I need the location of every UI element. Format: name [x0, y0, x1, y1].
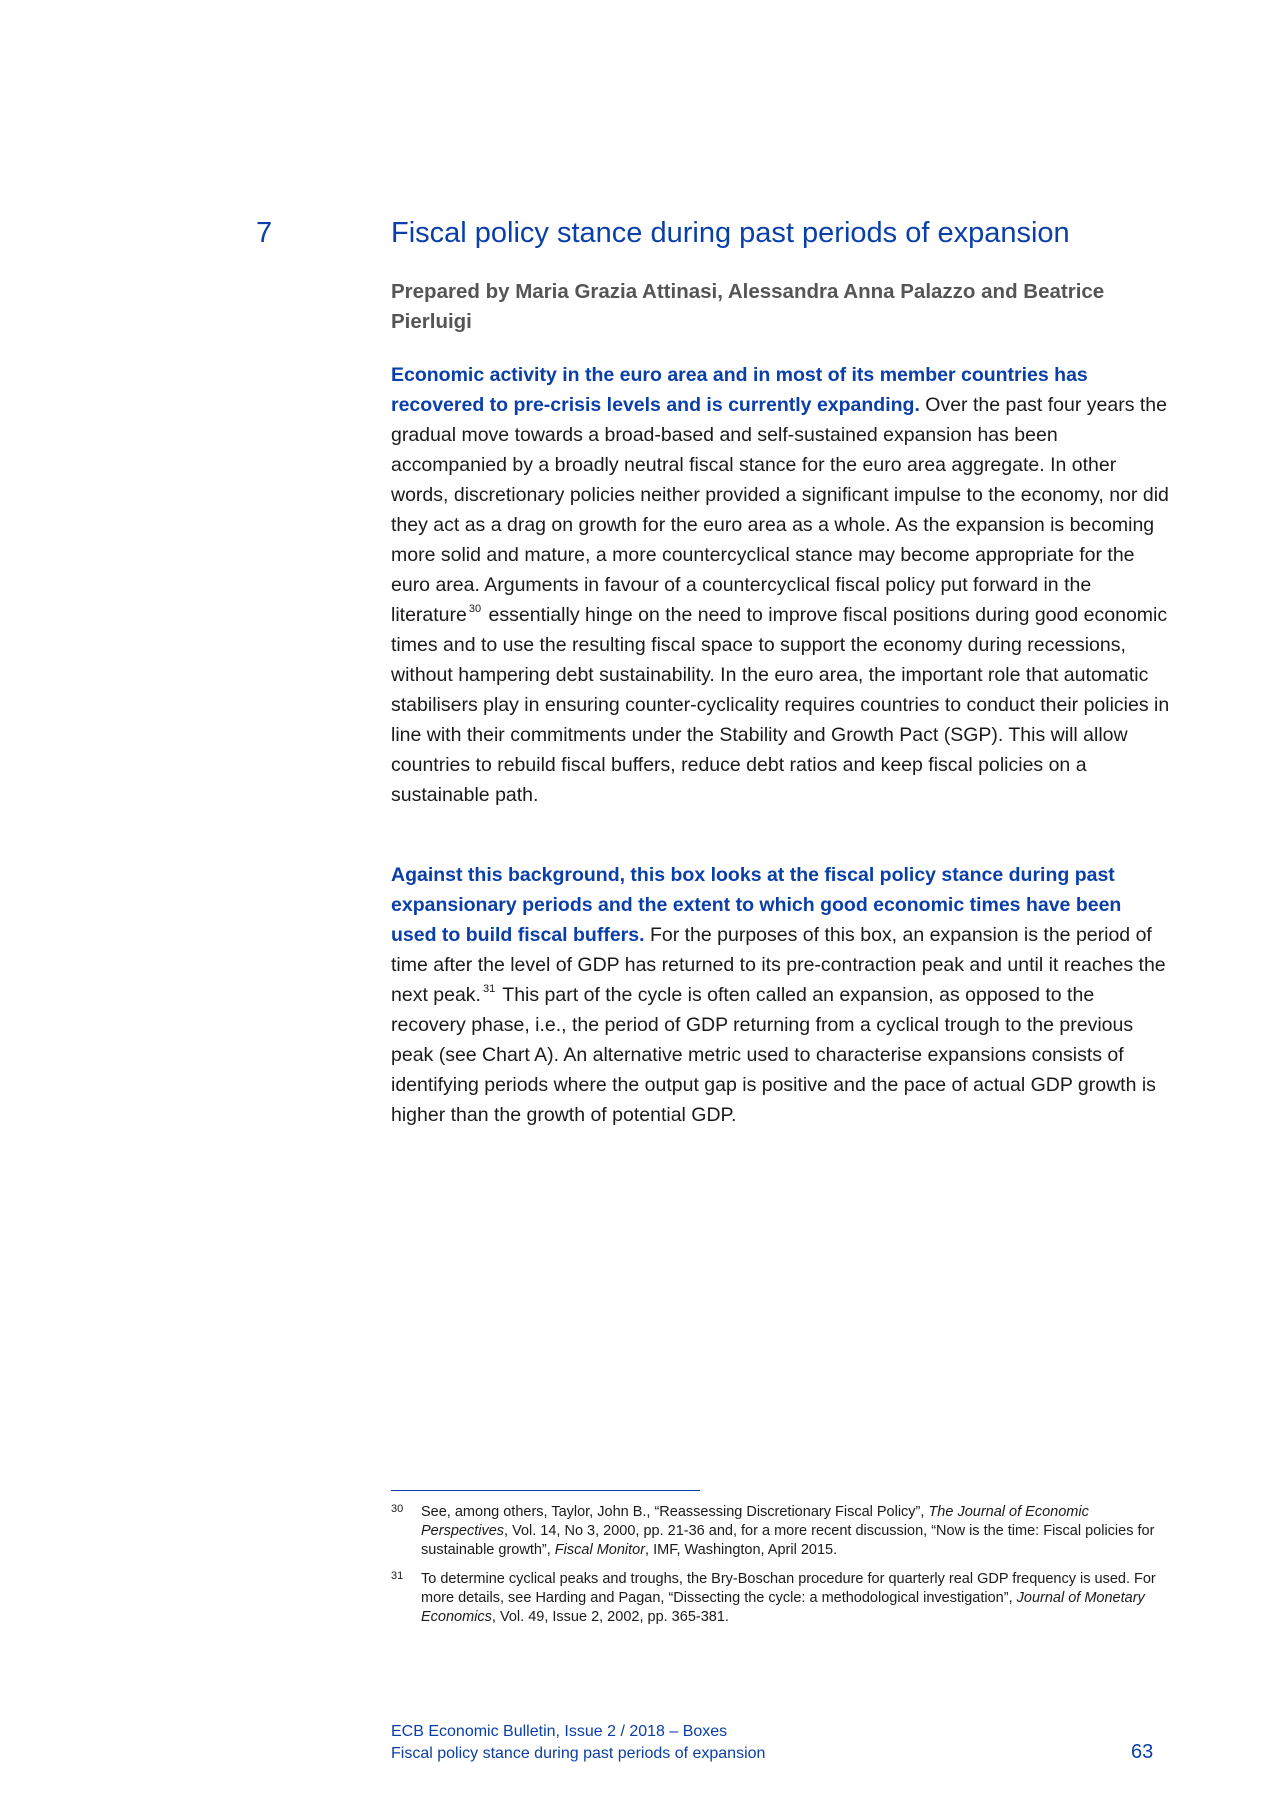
paragraph-2-text-b: This part of the cycle is often called an expansion, as opposed to the recovery phase, i.e., the period of GDP returning from a cyclical trough to the previous peak (see Chart A). An alternative metric used to characterise expansions consists of identifying periods where the output gap is positive and the pace of actual GDP growth is higher than the growth of potential GDP. — [391, 984, 1156, 1126]
footnote-text-part: To determine cyclical peaks and troughs, the Bry-Boschan procedure for quarterly real GDP frequency is used. For more details, see Harding and Pagan, “Dissecting the cycle: a methodological investigation”, — [421, 1571, 1156, 1606]
footnote-31 — [391, 1570, 1171, 1627]
footer-section: Fiscal policy stance during past periods of expansion — [391, 1745, 766, 1762]
paragraph-2-lead: Against this background, this box looks at the fiscal policy stance during past expansionary periods and the extent to which good economic times have been used to build fiscal buffers. — [391, 864, 1122, 946]
footnote-journal-title: Journal of Monetary Economics — [421, 1590, 1145, 1625]
footnote-journal-title: The Journal of Economic Perspectives — [421, 1504, 1089, 1539]
paragraph-2-text-a: For the purposes of this box, an expansion is the period of time after the level of GDP has returned to its pre-contraction peak and until it reaches the next peak. — [391, 924, 1166, 1006]
box-title: Fiscal policy stance during past periods of expansion — [391, 217, 1070, 249]
footnote-text — [421, 1503, 1171, 1560]
paragraph-1-text-b: essentially hinge on the need to improve fiscal positions during good economic times and to use the resulting fiscal space to support the economy during recessions, without hampering debt sustainability. In the euro area, the important role that automatic stabilisers play in ensuring counter-cyclicality requires countries to conduct their policies in line with their commitments under the Stability and Growth Pact (SGP). This will allow countries to rebuild fiscal buffers, reduce debt ratios and keep fiscal policies on a sustainable path. — [391, 604, 1170, 806]
authors-line: Prepared by Maria Grazia Attinasi, Alessandra Anna Palazzo and Beatrice Pierluigi — [391, 280, 1105, 333]
footer-publication: ECB Economic Bulletin, Issue 2 / 2018 – Boxes — [391, 1723, 728, 1740]
footnote-text — [421, 1570, 1171, 1627]
footnote-ref-30[interactable]: 30 — [468, 603, 482, 615]
footnote-text-part: , Vol. 14, No 3, 2000, pp. 21-36 and, for a more recent discussion, “Now is the time: Fiscal policies for sustainable growth”, — [421, 1523, 1155, 1558]
footnote-journal-title: Fiscal Monitor — [554, 1542, 646, 1558]
page-number: 63 — [1131, 1741, 1154, 1763]
footnote-number: 30 — [391, 1503, 404, 1515]
body-paragraph-1 — [391, 360, 1171, 810]
footnote-divider — [391, 1490, 700, 1491]
footnote-text-part: See, among others, Taylor, John B., “Reassessing Discretionary Fiscal Policy”, — [421, 1504, 929, 1520]
footnote-text-part: , IMF, Washington, April 2015. — [645, 1542, 838, 1558]
paragraph-1-text-a: Over the past four years the gradual move towards a broad-based and self-sustained expansion has been accompanied by a broadly neutral fiscal stance for the euro area aggregate. In other words, discretionary policies neither provided a significant impulse to the economy, nor did they act as a drag on growth for the euro area as a whole. As the expansion is becoming more solid and mature, a more countercyclical stance may become appropriate for the euro area. Arguments in favour of a countercyclical fiscal policy put forward in the literature — [391, 394, 1169, 626]
footnote-number: 31 — [391, 1570, 404, 1582]
body-paragraph-2 — [391, 860, 1171, 1130]
paragraph-1-lead: Economic activity in the euro area and in most of its member countries has recovered to pre-crisis levels and is currently expanding. — [391, 364, 1088, 416]
box-number: 7 — [256, 217, 273, 249]
footnote-ref-31[interactable]: 31 — [482, 983, 496, 995]
footnote-30 — [391, 1503, 1171, 1560]
footnote-text-part: , Vol. 49, Issue 2, 2002, pp. 365-381. — [491, 1609, 729, 1625]
